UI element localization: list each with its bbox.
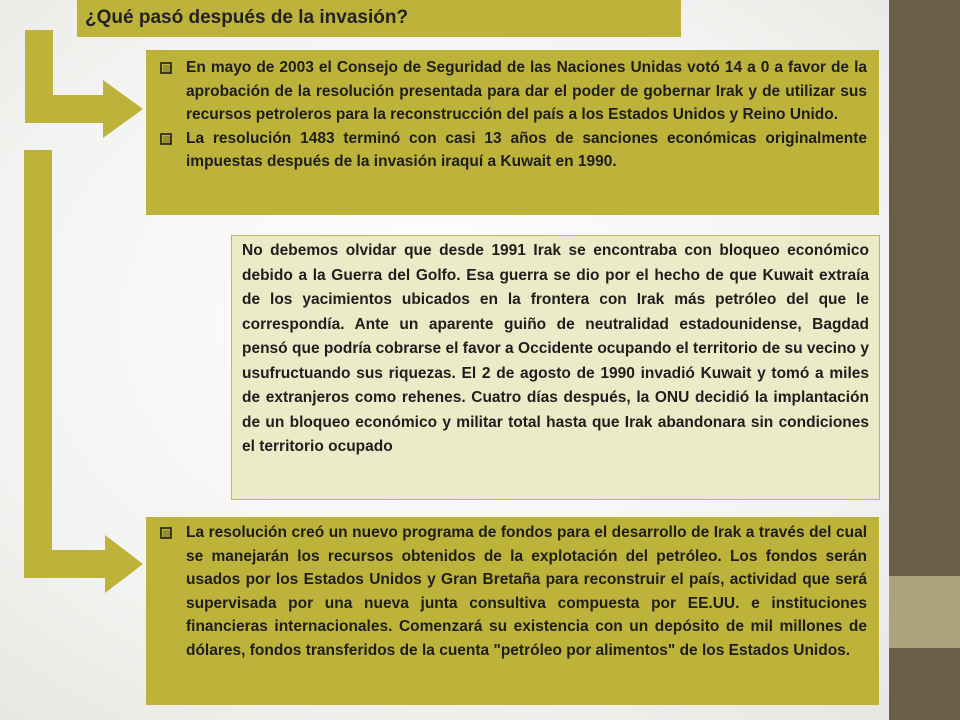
bent-arrow-icon: [25, 30, 143, 138]
bullet-text: La resolución creó un nuevo programa de fondos para el desarrollo de Irak a través del cual se manejarán los recursos obtenidos de la explotación del petróleo. Los fondos serán usados por los Estados Unidos y Gran Bretaña para reconstruir el país, actividad que será supervisada por una nueva junta consultiva compuesta por EE.UU. e instituciones financieras internacionales. Comenzará su existencia con un depósito de mil millones de dólares, fondos transferidos de la cuenta "petróleo por alimentos" de los Estados Unidos.: [186, 524, 867, 659]
list-item: [160, 56, 867, 127]
checkbox-bullet-icon: [160, 527, 172, 539]
bullet-text: En mayo de 2003 el Consejo de Seguridad de las Naciones Unidas votó 14 a 0 a favor de la aprobación de la resolución presentada para dar el poder de gobernar Irak y de utilizar sus recursos petroleros para la reconstrucción del país a los Estados Unidos y Reino Unido.: [186, 59, 867, 123]
bullet-text: La resolución 1483 terminó con casi 13 años de sanciones económicas originalmente impuestas después de la invasión iraquí a Kuwait en 1990.: [186, 129, 867, 170]
content-box-fund-program: [146, 517, 879, 705]
page-title: ¿Qué pasó después de la invasión?: [77, 0, 681, 37]
content-box-resolution: [146, 50, 879, 215]
list-item: [160, 521, 867, 662]
bent-arrow-icon: [24, 150, 143, 593]
list-item: [160, 127, 867, 174]
checkbox-bullet-icon: [160, 133, 172, 145]
context-note: No debemos olvidar que desde 1991 Irak se encontraba con bloqueo económico debido a la Guerra del Golfo. Esa guerra se dio por el hecho de que Kuwait extraía de los yacimientos ubicados en la frontera con Irak más petróleo del que le correspondía. Ante un aparente guiño de neutralidad estadounidense, Bagdad pensó que podría cobrarse el favor a Occidente ocupando el territorio de su vecino y usufructuando sus riquezas. El 2 de agosto de 1990 invadió Kuwait y tomó a miles de extranjeros como rehenes. Cuatro días después, la ONU decidió la implantación de un bloqueo económico y militar total hasta que Irak abandonara sin condiciones el territorio ocupado: [231, 235, 880, 500]
checkbox-bullet-icon: [160, 62, 172, 74]
